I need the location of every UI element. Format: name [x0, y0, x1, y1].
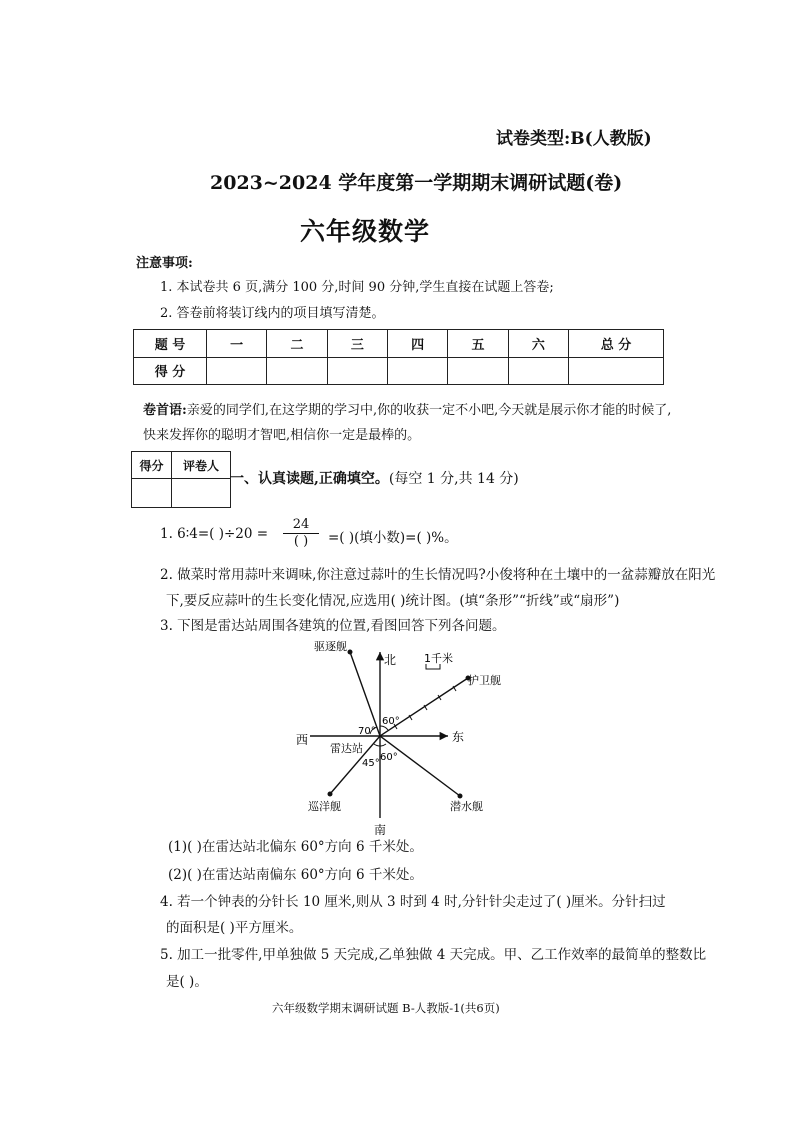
question-5-cont: 是( )。	[166, 974, 208, 990]
submarine-ray	[380, 736, 460, 796]
note-item: 1. 本试卷共 6 页,满分 100 分,时间 90 分钟,学生直接在试题上答卷;	[160, 280, 554, 295]
score-col: 五	[448, 330, 508, 358]
score-col: 四	[387, 330, 447, 358]
destroyer-ray	[350, 652, 380, 736]
cruiser-label: 巡洋舰	[308, 800, 341, 813]
east-label: 东	[452, 730, 465, 744]
preface	[143, 398, 673, 448]
score-cell[interactable]	[267, 357, 327, 385]
angle-se-label: 60°	[380, 752, 398, 763]
preface-text: 亲爱的同学们,在这学期的学习中,你的收获一定不小吧,今天就是展示你才能的时候了,快来发挥你的聪明才智吧,相信你一定是最棒的。	[143, 403, 672, 443]
destroyer-label: 驱逐舰	[314, 640, 347, 653]
grader-name-cell[interactable]	[171, 479, 230, 508]
radar-station-label: 雷达站	[330, 742, 363, 755]
fraction-denominator: ( )	[293, 534, 309, 549]
score-cell[interactable]	[508, 357, 568, 385]
score-col: 三	[327, 330, 387, 358]
page-title: 六年级数学	[300, 217, 431, 246]
frigate-ray	[380, 678, 468, 736]
question-3: 3. 下图是雷达站周围各建筑的位置,看图回答下列各问题。	[160, 618, 506, 634]
score-table-score-row	[134, 357, 664, 385]
score-row-label: 得 分	[134, 357, 207, 385]
angle-sw-label: 45°	[362, 758, 380, 769]
score-col: 总 分	[569, 330, 664, 358]
south-label: 南	[374, 823, 387, 837]
radar-diagram	[296, 638, 520, 838]
score-cell[interactable]	[448, 357, 508, 385]
question-3-sub-1: (1)( )在雷达站北偏东 60°方向 6 千米处。	[168, 839, 423, 855]
fraction-numerator: 24	[283, 517, 319, 534]
preface-label: 卷首语:	[143, 403, 187, 418]
grader-score-label: 得分	[132, 452, 172, 479]
score-cell[interactable]	[569, 357, 664, 385]
scale-label: 1千米	[424, 652, 453, 665]
score-table	[133, 329, 664, 385]
score-cell[interactable]	[207, 357, 267, 385]
score-col: 二	[267, 330, 327, 358]
question-4: 4. 若一个钟表的分针长 10 厘米,则从 3 时到 4 时,分针针尖走过了( )厘米。分针扫过	[160, 894, 666, 910]
page-footer: 六年级数学期末调研试题 B-人教版-1(共6页)	[272, 1001, 500, 1015]
score-cell[interactable]	[387, 357, 447, 385]
question-4-cont: 的面积是( )平方厘米。	[166, 920, 303, 936]
submarine-label: 潜水舰	[450, 800, 483, 813]
angle-ne-label: 60°	[382, 716, 400, 727]
section-title: 一、认真读题,正确填空。	[230, 471, 389, 487]
question-5: 5. 加工一批零件,甲单独做 5 天完成,乙单独做 4 天完成。甲、乙工作效率的最简单的整数比	[160, 947, 707, 963]
north-label: 北	[384, 653, 397, 667]
question-2-cont: 下,要反应蒜叶的生长变化情况,应选用( )统计图。(填“条形”“折线”或“扇形”)	[166, 593, 620, 609]
angle-arc-sw	[374, 744, 380, 746]
exam-title: 2023~2024 学年度第一学期期末调研试题(卷)	[210, 172, 623, 194]
section-points: (每空 1 分,共 14 分)	[388, 471, 519, 487]
notes-title: 注意事项:	[136, 256, 193, 271]
cruiser-point	[328, 792, 333, 797]
grader-box	[131, 451, 231, 508]
angle-nw-label: 70°	[358, 726, 376, 737]
score-col: 一	[207, 330, 267, 358]
submarine-point	[458, 794, 463, 799]
angle-arc-se	[380, 744, 386, 746]
question-2: 2. 做菜时常用蒜叶来调味,你注意过蒜叶的生长情况吗?小俊将种在土壤中的一盆蒜瓣放在阳光	[160, 567, 716, 583]
score-cell[interactable]	[327, 357, 387, 385]
question-1-prefix: 1. 6∶4=( )÷20 =	[160, 526, 269, 542]
note-item: 2. 答卷前将装订线内的项目填写清楚。	[160, 306, 385, 321]
score-header-label: 题 号	[134, 330, 207, 358]
grader-label: 评卷人	[171, 452, 230, 479]
score-table-header-row	[134, 330, 664, 358]
question-1-suffix: =( )(填小数)=( )%。	[328, 530, 458, 546]
question-1-fraction	[283, 517, 319, 550]
frigate-label: 护卫舰	[468, 674, 501, 687]
exam-type: 试卷类型:B(人教版)	[496, 129, 652, 149]
score-col: 六	[508, 330, 568, 358]
destroyer-point	[348, 650, 353, 655]
section-heading	[230, 468, 519, 488]
question-3-sub-2: (2)( )在雷达站南偏东 60°方向 6 千米处。	[168, 867, 423, 883]
west-label: 西	[296, 733, 309, 747]
grader-score-cell[interactable]	[132, 479, 172, 508]
